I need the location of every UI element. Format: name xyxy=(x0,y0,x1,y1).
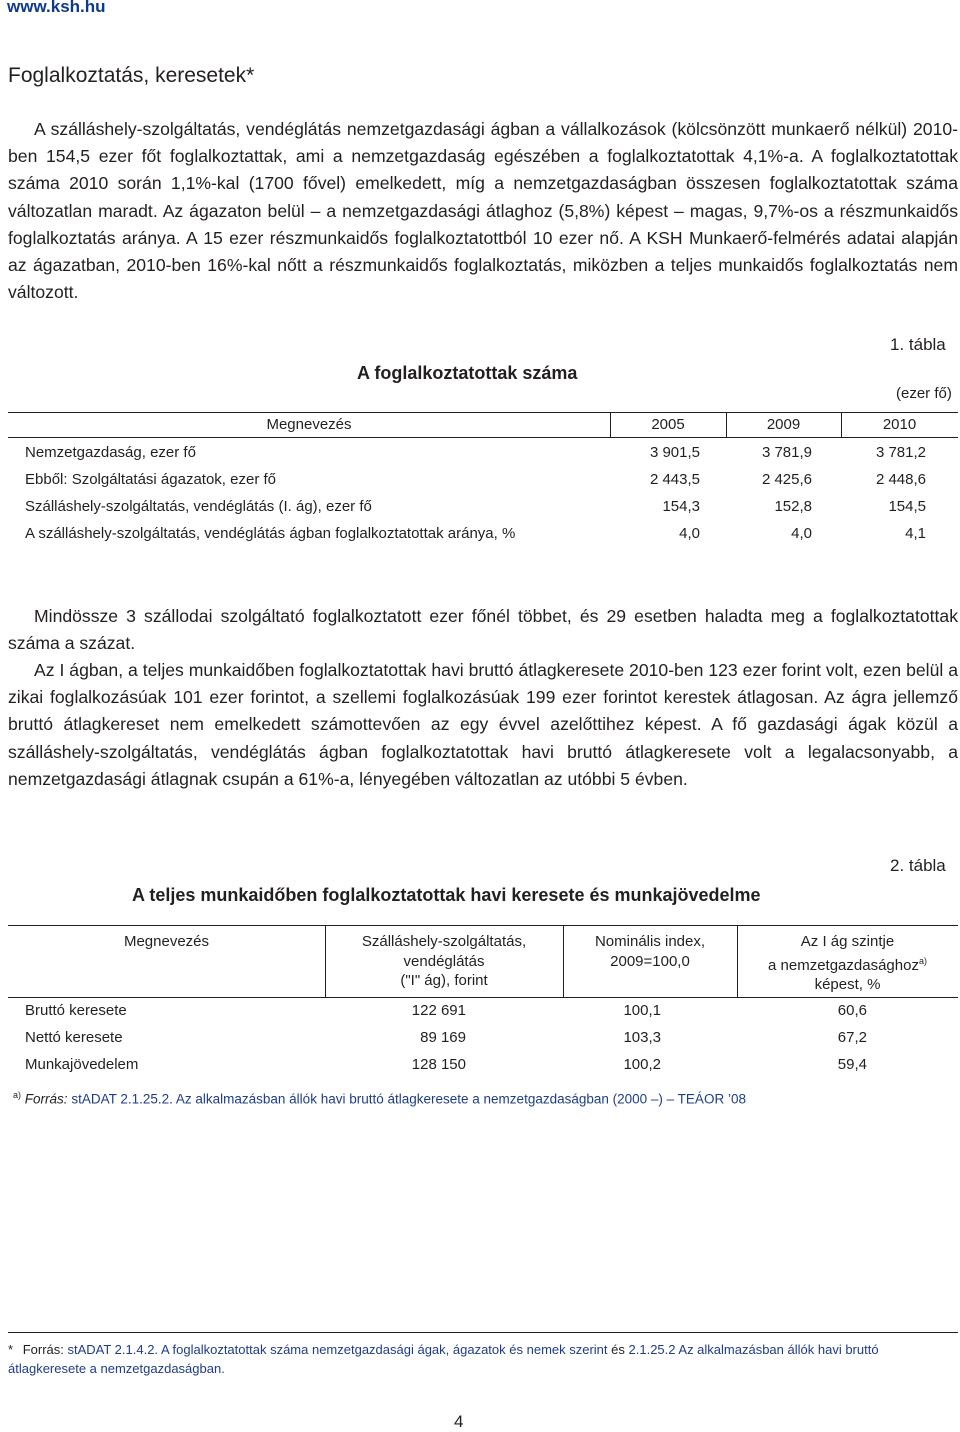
table2-cell: 59,4 xyxy=(837,1056,867,1073)
table1-header-year: 2005 xyxy=(651,416,685,433)
paragraph-1: A szálláshely-szolgáltatás, vendéglátás nemzetgazdasági ágban a vállalkozások (kölcsönzött munkaerő nélkül) 2010-ben 154,5 ezer főt foglalkoztattak, ami a nemzetgazdaság egészében a foglalkoztatottak 4,1%-a. A foglalkoztatottak száma 2010 során 1,1%-kal (1700 fővel) emelkedett, míg a nemzetgazdaságban összesen foglalkoztatottak száma változatlan maradt. Az ágazaton belül – a nemzetgazdasági átlaghoz (5,8%) képest – magas, 9,7%-os a részmunkaidős foglalkoztatás aránya. A 15 ezer részmunkaidős foglalkoztatottból 10 ezer nő. A KSH Munkaerő-felmérés adatai alapján az ágazatban, 2010-ben 16%-kal nőtt a részmunkaidős foglalkoztatás, miközben a teljes munkaidős foglalkoztatás nem változott. xyxy=(8,119,958,303)
table2-title: A teljes munkaidőben foglalkoztatottak havi keresete és munkajövedelme xyxy=(132,885,761,905)
table2-cell: 89 169 xyxy=(420,1029,466,1046)
table2-row-label: Nettó keresete xyxy=(25,1029,123,1046)
table1-cell: 154,5 xyxy=(888,498,926,515)
table1-title: A foglalkoztatottak száma xyxy=(357,363,578,383)
table2-cell: 103,3 xyxy=(623,1029,661,1046)
table1-cell: 4,0 xyxy=(679,525,700,542)
table1-row-label: A szálláshely-szolgáltatás, vendéglátás ágban foglalkoztatottak aránya, % xyxy=(25,525,516,542)
footer-note xyxy=(8,1340,958,1378)
table1-cell: 152,8 xyxy=(774,498,812,515)
table1-cell: 4,1 xyxy=(905,525,926,542)
table1-cell: 3 781,9 xyxy=(761,444,812,461)
table2-cell: 67,2 xyxy=(837,1029,867,1046)
table2-number: 2. tábla xyxy=(890,856,946,875)
footnote-rule xyxy=(8,1332,958,1333)
table1-number: 1. tábla xyxy=(890,335,946,354)
page-heading: Foglalkoztatás, keresetek* xyxy=(8,64,255,87)
table2-rule-top xyxy=(8,925,958,926)
footnote-mark: a) xyxy=(918,955,927,966)
footer-note-link-2[interactable]: 2.1.25.2 Az alkalmazásban állók havi bruttó átlagkeresete a nemzetgazdaságban. xyxy=(8,1342,879,1376)
table1-cell: 3 901,5 xyxy=(649,444,700,461)
table1-cell: 2 443,5 xyxy=(649,471,700,488)
footnote-source-link[interactable]: stADAT 2.1.25.2. Az alkalmazásban állók havi bruttó átlagkeresete a nemzetgazdaságban (2000 –) – TEÁOR ’08 xyxy=(71,1091,746,1107)
table2-cell: 128 150 xyxy=(411,1056,466,1073)
footnote-mark: a) xyxy=(13,1090,22,1100)
table2-row-label: Bruttó keresete xyxy=(25,1002,127,1019)
table1-cell: 4,0 xyxy=(791,525,812,542)
table1-rule-header xyxy=(8,437,958,438)
table1-header-year: 2010 xyxy=(882,416,917,433)
footer-note-label: Forrás: xyxy=(22,1342,64,1357)
table1-row-label: Szálláshely-szolgáltatás, vendéglátás (I. ág), ezer fő xyxy=(25,498,372,515)
footer-note-link-1[interactable]: stADAT 2.1.4.2. A foglalkoztatottak száma nemzetgazdasági ágak, ágazatok és nemek szerint xyxy=(67,1342,608,1357)
paragraph-3: Az I ágban, a teljes munkaidőben foglalkoztatottak havi bruttó átlagkeresete 2010-ben 123 ezer forint volt, ezen belül a zikai foglalkozásúak 101 ezer forintot, a szellemi foglalkozásúak 199 ezer forintot kerestek átlagosan. Az ágra jellemző bruttó átlagkereset nem emelkedett számottevően az egy évvel azelőttihez képest. A fő gazdasági ágak közül a szálláshely-szolgáltatás, vendéglátás ágban foglalkoztatottak havi bruttó átlagkeresete volt a legalacsonyabb, a nemzetgazdasági átlagnak csupán a 61%-a, lényegében változatlan az utóbbi 5 évben. xyxy=(8,660,958,789)
table1-cell: 3 781,2 xyxy=(875,444,926,461)
table2-footnote xyxy=(13,1090,746,1107)
table2-header-index: Nominális index, 2009=100,0 xyxy=(594,933,706,970)
table2-row-label: Munkajövedelem xyxy=(25,1056,139,1073)
table2-rule-header xyxy=(8,997,958,998)
table1-header-name: Megnevezés xyxy=(266,416,352,433)
table2-header-level: Az I ág szintje a nemzetgazdasághoz$^{a)}$ képest, % xyxy=(768,933,927,993)
table1-cell: 2 425,6 xyxy=(761,471,812,488)
table1-header-year: 2009 xyxy=(766,416,801,433)
table1-rule-top xyxy=(8,412,958,413)
footer-note-and: és xyxy=(611,1342,625,1357)
table2-header-name: Megnevezés xyxy=(123,933,210,950)
table2-cell: 100,1 xyxy=(623,1002,661,1019)
footnote-source-label: Forrás: xyxy=(24,1091,68,1107)
table1-row-label: Nemzetgazdaság, ezer fő xyxy=(25,444,196,461)
table2-cell: 122 691 xyxy=(411,1002,466,1019)
page-number: 4 xyxy=(454,1412,464,1431)
paragraph-2: Mindössze 3 szállodai szolgáltató foglalkoztatott ezer főnél többet, és 29 esetben haladta meg a foglalkoztatottak száma a százat. xyxy=(8,606,958,654)
table1-cell: 154,3 xyxy=(662,498,700,515)
table1-unit: (ezer fő) xyxy=(896,385,952,402)
table2-header-accommodation: Szálláshely-szolgáltatás, vendéglátás ("I" ág), forint xyxy=(361,933,527,989)
table2-cell: 60,6 xyxy=(837,1002,867,1019)
site-url[interactable]: www.ksh.hu xyxy=(7,0,106,16)
table1-cell: 2 448,6 xyxy=(875,471,926,488)
footer-note-mark: * xyxy=(8,1342,14,1357)
table1-row-label: Ebből: Szolgáltatási ágazatok, ezer fő xyxy=(25,471,276,488)
table2-cell: 100,2 xyxy=(623,1056,661,1073)
